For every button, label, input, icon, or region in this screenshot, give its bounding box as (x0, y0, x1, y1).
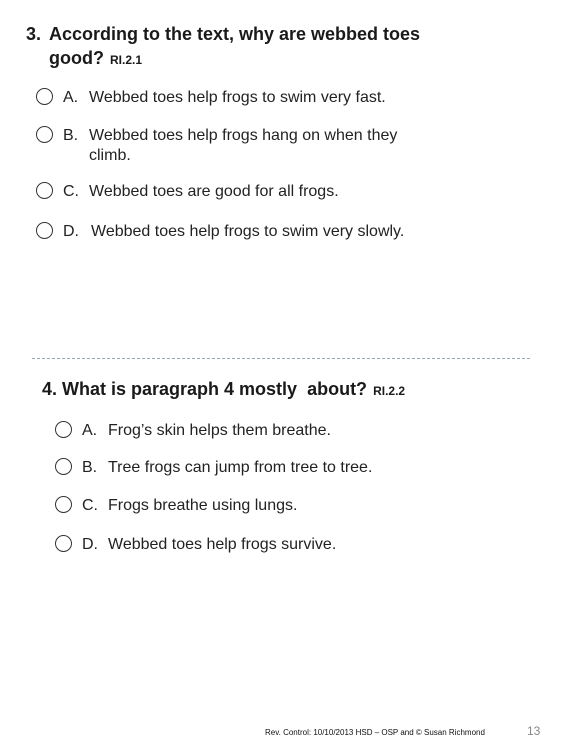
q4-option-c-radio[interactable] (55, 496, 72, 513)
q3-option-d-letter: D. (63, 223, 79, 240)
q4-option-b-letter: B. (82, 459, 98, 476)
q3-option-c-radio[interactable] (36, 182, 53, 199)
q4-option-b[interactable] (55, 458, 372, 478)
q3-option-a[interactable] (36, 88, 386, 108)
q4-option-a-radio[interactable] (55, 421, 72, 438)
q4-option-d-text: Webbed toes help frogs survive. (108, 536, 337, 553)
q3-option-a-text: Webbed toes help frogs to swim very fast. (89, 89, 386, 106)
q3-option-a-letter: A. (63, 89, 79, 106)
q3-option-b-text-line2: climb. (89, 147, 131, 164)
q3-option-b-radio[interactable] (36, 126, 53, 143)
q3-option-b[interactable] (36, 126, 397, 166)
q4-option-b-text: Tree frogs can jump from tree to tree. (108, 459, 373, 476)
question-3-prompt (26, 22, 466, 72)
question-4-text: 4. What is paragraph 4 mostly about? (42, 379, 368, 399)
footer-credit: Rev. Control: 10/10/2013 HSD – OSP and © Susan Richmond (265, 728, 485, 737)
q4-option-d[interactable] (55, 535, 336, 555)
q3-option-b-letter: B. (63, 127, 79, 144)
q4-option-c-letter: C. (82, 497, 98, 514)
question-4-standard: RI.2.2 (373, 384, 406, 398)
q3-option-c-letter: C. (63, 183, 79, 200)
question-3-text-line1: According to the text, why are webbed toes (49, 24, 421, 44)
q3-option-d-text: Webbed toes help frogs to swim very slowly. (91, 223, 405, 240)
q4-option-a-text: Frog’s skin helps them breathe. (108, 422, 331, 439)
question-3-standard: RI.2.1 (109, 53, 142, 67)
q3-option-c-text: Webbed toes are good for all frogs. (89, 183, 339, 200)
q3-option-c[interactable] (36, 182, 339, 202)
q4-option-c-text: Frogs breathe using lungs. (108, 497, 298, 514)
q3-option-a-radio[interactable] (36, 88, 53, 105)
page-number: 13 (527, 724, 541, 738)
q3-option-b-text (89, 126, 397, 166)
q4-option-c[interactable] (55, 496, 297, 516)
q3-option-d[interactable] (36, 222, 404, 242)
section-divider (32, 358, 530, 359)
question-3-text-line2: good? (49, 48, 104, 68)
question-3-number: 3. (26, 24, 42, 44)
q3-option-d-radio[interactable] (36, 222, 53, 239)
q4-option-d-radio[interactable] (55, 535, 72, 552)
q4-option-a-letter: A. (82, 422, 98, 439)
question-4-prompt (42, 377, 502, 403)
q4-option-b-radio[interactable] (55, 458, 72, 475)
q4-option-a[interactable] (55, 421, 331, 441)
q4-option-d-letter: D. (82, 536, 98, 553)
q3-option-b-text-line1: Webbed toes help frogs hang on when they (89, 127, 398, 144)
